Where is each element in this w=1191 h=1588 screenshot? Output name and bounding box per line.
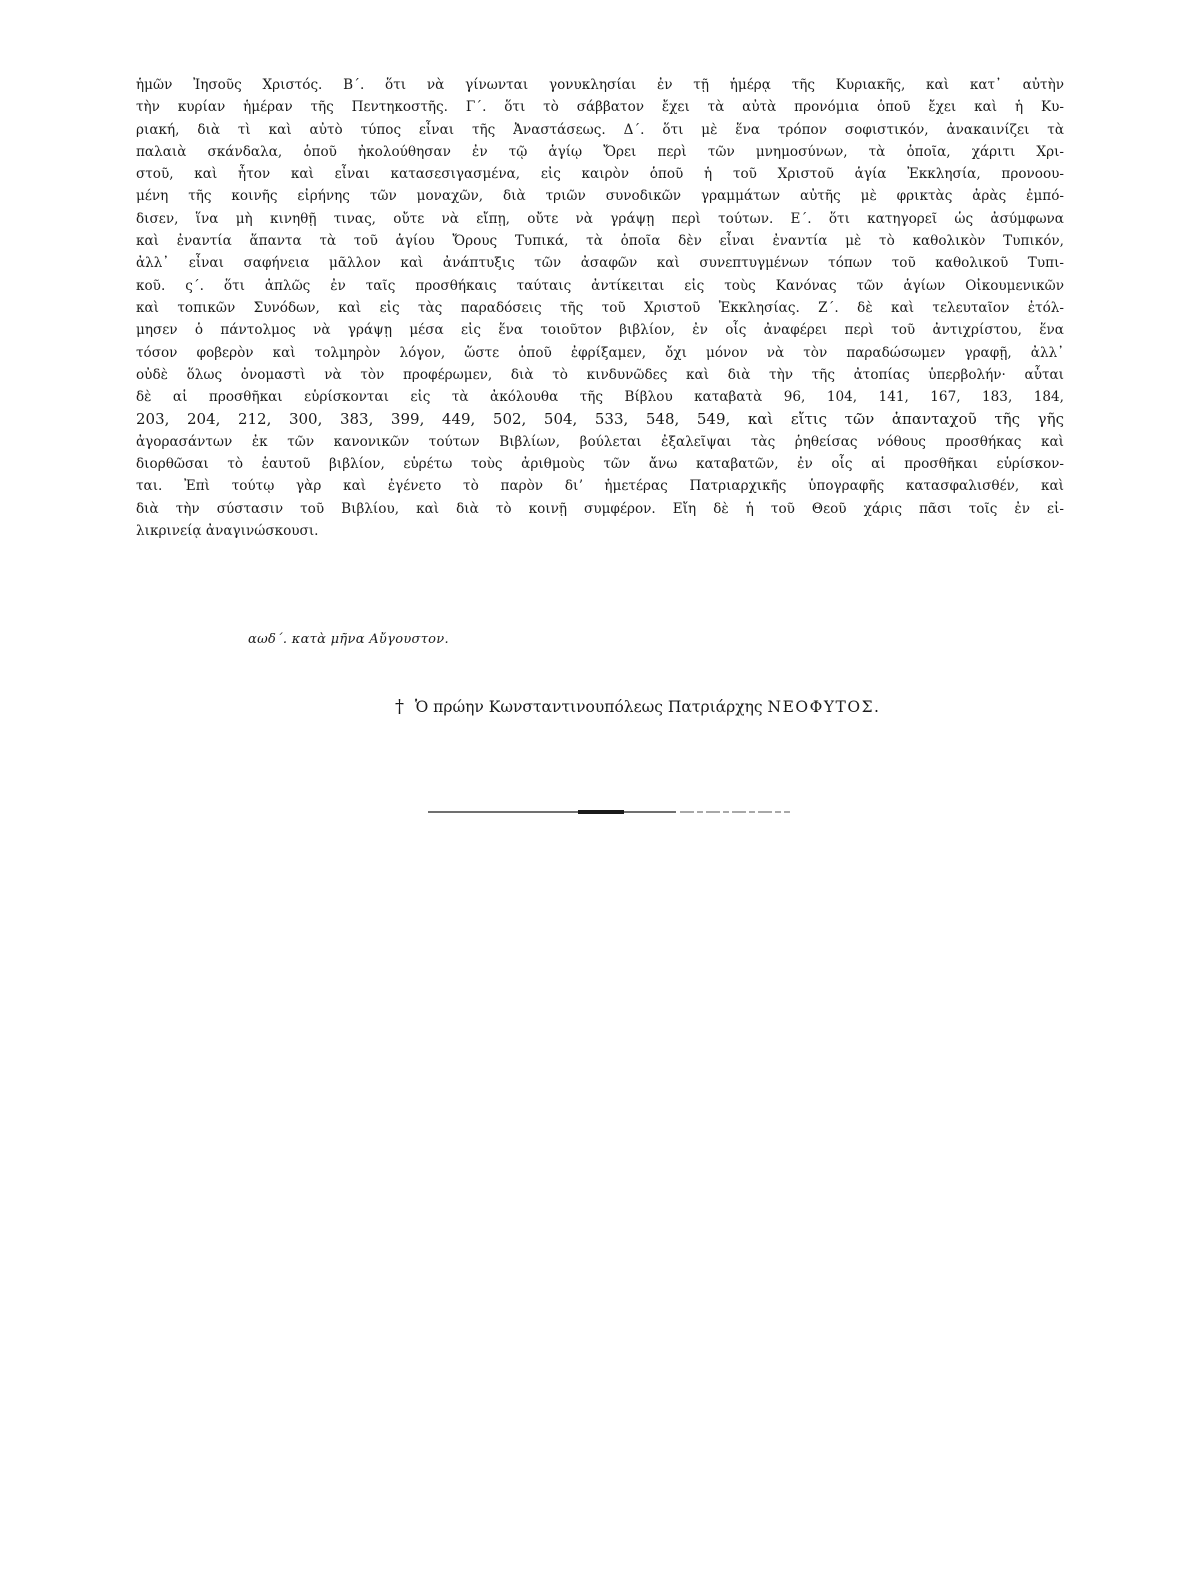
body-line: δὲ αἱ προσθῆκαι εὑρίσκονται εἰς τὰ ἀκόλουθα τῆς Βίβλου καταβατὰ 96, 104, 141, 167, 183, 184,	[136, 389, 1064, 406]
body-line: οὐδὲ ὅλως ὀνομαστὶ νὰ τὸν προφέρωμεν, διὰ τὸ κινδυνῶδες καὶ διὰ τὴν τῆς ἀτοπίας ὑπερβολήν· αὗται	[136, 366, 1064, 383]
body-line: διορθῶσαι τὸ ἑαυτοῦ βιβλίον, εὑρέτω τοὺς ἀριθμοὺς τῶν ἄνω καταβατῶν, ἐν οἷς αἱ προσθῆκαι εὑρίσκον-	[136, 456, 1064, 473]
body-line: στοῦ, καὶ ἦτον καὶ εἶναι κατασεσιγασμένα, εἰς καιρὸν ὁποῦ ἡ τοῦ Χριστοῦ ἁγία Ἐκκλησία, προνοου-	[136, 166, 1064, 183]
body-line: παλαιὰ σκάνδαλα, ὁποῦ ἠκολούθησαν ἐν τῷ ἁγίῳ Ὄρει περὶ τῶν μνημοσύνων, τὰ ὁποῖα, χάριτι Χρι-	[136, 143, 1064, 160]
cross-icon: †	[395, 696, 404, 717]
body-line: καὶ ἐναντία ἅπαντα τὰ τοῦ ἁγίου Ὄρους Τυπικά, τὰ ὁποῖα δὲν εἶναι ἐναντία μὲ τὸ καθολικὸν Τυπικόν,	[136, 233, 1064, 250]
body-line: τόσον φοβερὸν καὶ τολμηρὸν λόγον, ὥστε ὁποῦ ἐφρίξαμεν, ὄχι μόνον νὰ τὸν παραδώσωμεν γραφῇ, ἀλλ᾽	[136, 344, 1064, 361]
body-line: ριακή, διὰ τὶ καὶ αὐτὸ τύπος εἶναι τῆς Ἀναστάσεως. Δ΄. ὅτι μὲ ἕνα τρόπον σοφιστικόν, ἀνακαινίζει τὰ	[136, 121, 1064, 138]
body-line: κοῦ. ς΄. ὅτι ἁπλῶς ἐν ταῖς προσθήκαις ταύταις ἀντίκειται εἰς τοὺς Κανόνας τῶν ἁγίων Οἰκουμενικῶν	[136, 277, 1064, 294]
body-line: λικρινείᾳ ἀναγινώσκουσι.	[136, 522, 319, 539]
body-text	[136, 74, 1064, 542]
body-line: καὶ τοπικῶν Συνόδων, καὶ εἰς τὰς παραδόσεις τῆς τοῦ Χριστοῦ Ἐκκλησίας. Ζ΄. δὲ καὶ τελευταῖον ἐτόλ-	[136, 299, 1064, 316]
body-line: τὴν κυρίαν ἡμέραν τῆς Πεντηκοστῆς. Γ΄. ὅτι τὸ σάββατον ἔχει τὰ αὐτὰ προνόμια ὁποῦ ἔχει καὶ ἡ Κυ-	[136, 99, 1064, 116]
date-line: αωδ΄. κατὰ μῆνα Αὔγουστον.	[248, 632, 449, 647]
body-line: ται. Ἐπὶ τούτῳ γὰρ καὶ ἐγένετο τὸ παρὸν διʼ ἡμετέρας Πατριαρχικῆς ὑπογραφῆς κατασφαλισθέν, καὶ	[136, 478, 1064, 495]
signature-block	[395, 696, 881, 717]
body-line: μησεν ὁ πάντολμος νὰ γράψῃ μέσα εἰς ἕνα τοιοῦτον βιβλίον, ἐν οἷς ἀναφέρει περὶ τοῦ ἀντιχρίστου, ἕνα	[136, 322, 1064, 339]
body-line: δισεν, ἵνα μὴ κινηθῇ τινας, οὔτε νὰ εἴπῃ, οὔτε νὰ γράψῃ περὶ τούτων. Ε΄. ὅτι κατηγορεῖ ὡς ἀσύμφωνα	[136, 210, 1064, 227]
body-line: 203, 204, 212, 300, 383, 399, 449, 502, 504, 533, 548, 549, καὶ εἴτις τῶν ἁπανταχοῦ τῆς γῆς	[136, 410, 1064, 429]
signature-title: Ὁ πρώην Κωνσταντινουπόλεως Πατριάρχης	[414, 698, 763, 716]
signature-name: ΝΕΟΦΥΤΟΣ.	[767, 698, 881, 716]
body-line: ἀλλ᾽ εἶναι σαφήνεια μᾶλλον καὶ ἀνάπτυξις τῶν ἀσαφῶν καὶ συνεπτυγμένων τόπων τοῦ καθολικοῦ Τυπι-	[136, 255, 1064, 272]
body-line: μένη τῆς κοινῆς εἰρήνης τῶν μοναχῶν, διὰ τριῶν συνοδικῶν γραμμάτων αὐτῆς μὲ φρικτὰς ἀρὰς ἐμπό-	[136, 188, 1064, 205]
ornamental-rule-icon	[428, 808, 790, 816]
body-line: ἀγορασάντων ἐκ τῶν κανονικῶν τούτων Βιβλίων, βούλεται ἐξαλεῖψαι τὰς ῥηθείσας νόθους προσθήκας καὶ	[136, 433, 1064, 450]
body-line: ἡμῶν Ἰησοῦς Χριστός. Β΄. ὅτι νὰ γίνωνται γονυκλησίαι ἐν τῇ ἡμέρᾳ τῆς Κυριακῆς, καὶ κατ᾽ αὐτὴν	[136, 77, 1064, 93]
body-line: διὰ τὴν σύστασιν τοῦ Βιβλίου, καὶ διὰ τὸ κοινῇ συμφέρον. Εἴη δὲ ἡ τοῦ Θεοῦ χάρις πᾶσι τοῖς ἐν εἰ-	[136, 500, 1064, 517]
